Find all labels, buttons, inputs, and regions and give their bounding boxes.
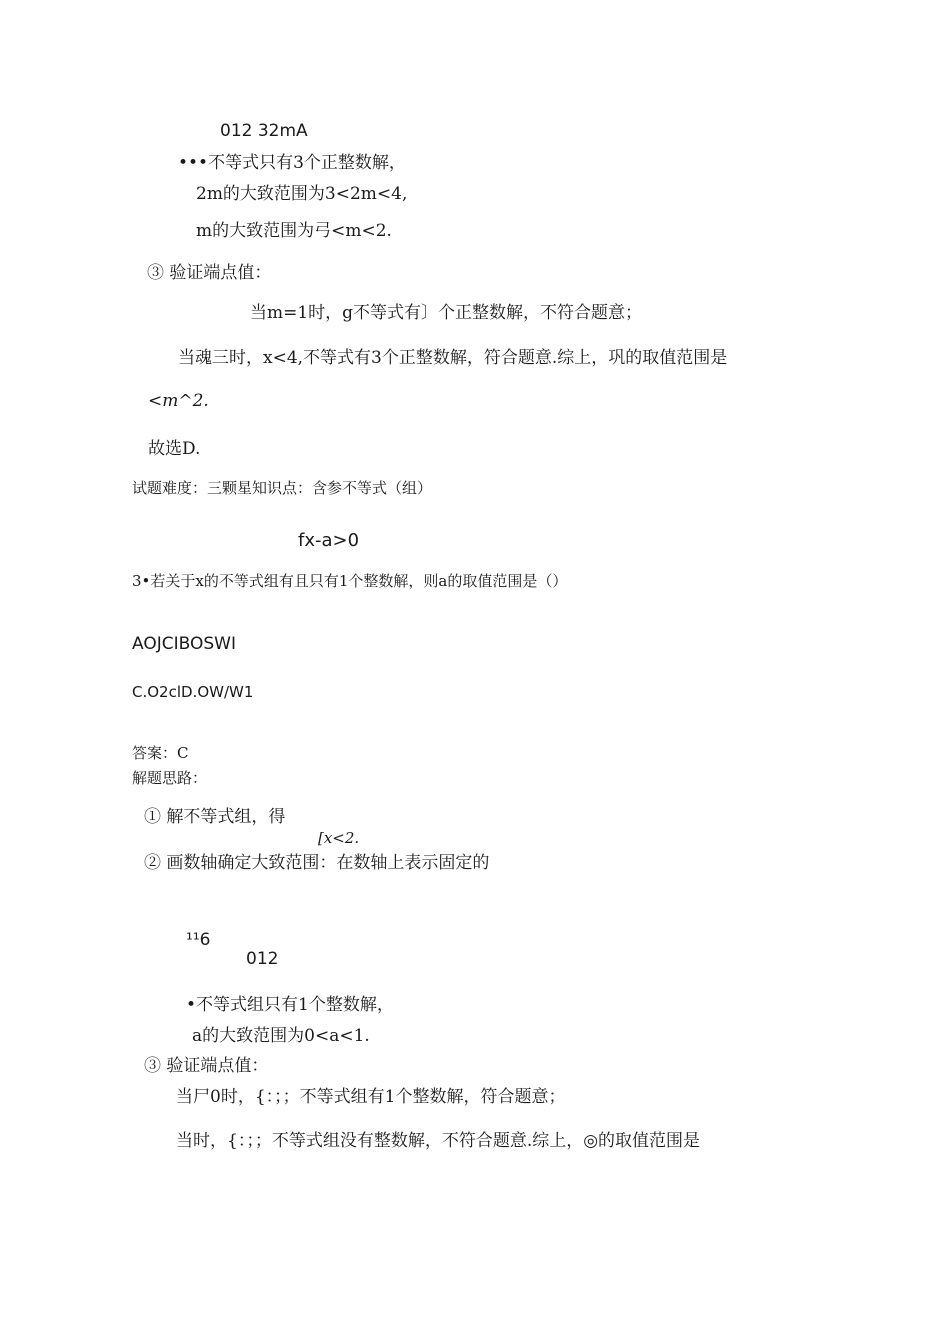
step-heading: ① 解不等式组，得 [144, 807, 286, 827]
axis-label-012-32ma: 012 32mA [220, 121, 308, 141]
text-line: <m^2. [148, 391, 209, 411]
option-a-b: AOJCIBOSWI [132, 634, 236, 654]
text-line: 当魂三时，x<4,不等式有3个正整数解，符合题意.综上，巩的取值范围是 [178, 348, 728, 368]
answer-label: 答案：C [132, 744, 189, 762]
text-line: a的大致范围为0<a<1. [192, 1026, 370, 1046]
text-line: 2m的大致范围为3<2m<4, [196, 184, 408, 204]
answer-choice: 故选D. [148, 439, 201, 459]
text-line: •••不等式只有3个正整数解， [178, 153, 406, 173]
inequality-result: [x<2. [318, 829, 360, 847]
option-c-d: C.O2clD.OW/W1 [132, 683, 254, 701]
question-text: 3•若关于x的不等式组有且只有1个整数解，则a的取值范围是（） [132, 572, 568, 590]
text-line: 当尸0时，{：；；不等式组有1个整数解，符合题意； [176, 1087, 566, 1107]
solution-heading: 解题思路： [132, 769, 208, 787]
question-meta: 试题难度：三颗星知识点：含参不等式（组） [132, 479, 433, 497]
text-line: 当时，{：；；不等式组没有整数解，不符合题意.综上，◎的取值范围是 [176, 1131, 701, 1151]
text-line: m的大致范围为弓<m<2. [196, 221, 392, 241]
step-heading: ③ 验证端点值： [144, 1056, 269, 1076]
text-line: 当m=1时，g不等式有〕个正整数解，不符合题意； [250, 303, 643, 323]
step-heading: ② 画数轴确定大致范围：在数轴上表示固定的 [144, 853, 490, 873]
number-line-label: 012 [246, 949, 279, 969]
inequality-system: fx-a>0 [298, 530, 360, 551]
number-line-label: ¹¹6 [186, 930, 211, 950]
step-heading: ③ 验证端点值： [147, 263, 272, 283]
text-line: •不等式组只有1个整数解， [186, 995, 394, 1015]
